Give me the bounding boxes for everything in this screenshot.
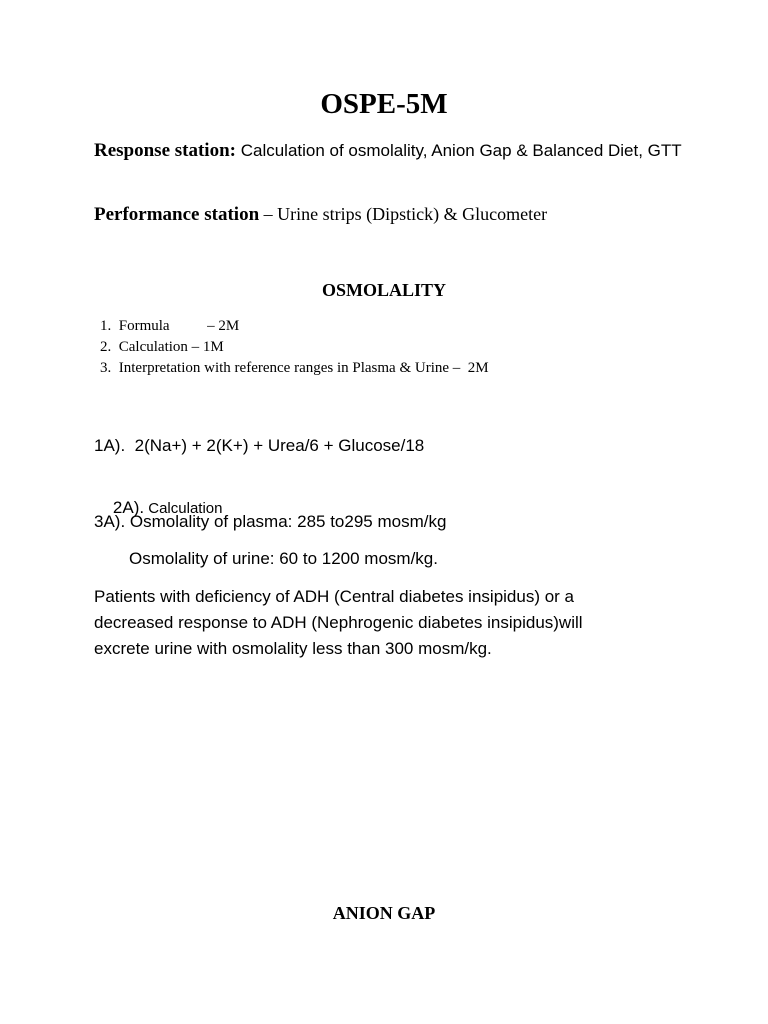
list-item: 2. Calculation – 1M: [100, 339, 224, 355]
response-station-paragraph: [94, 138, 694, 163]
answer-2a: [94, 472, 714, 545]
answer-3a-urine: Osmolality of urine: 60 to 1200 mosm/kg.: [129, 549, 438, 568]
response-station-text: Calculation of osmolality, Anion Gap & Balanced Diet, GTT: [235, 141, 682, 160]
page-title: OSPE-5M: [320, 88, 448, 120]
osmolality-heading: OSMOLALITY: [321, 280, 447, 300]
marks-list: [100, 316, 660, 379]
list-item: 1. Formula – 2M: [100, 318, 240, 334]
answer-2a-prefix: 2A).: [112, 498, 145, 517]
answer-1a: 1A). 2(Na+) + 2(K+) + Urea/6 + Glucose/18: [94, 436, 425, 455]
anion-gap-heading: ANION GAP: [332, 903, 436, 923]
performance-station-label: Performance station: [94, 204, 260, 225]
adh-paragraph: Patients with deficiency of ADH (Central diabetes insipidus) or a decreased response to ADH (Nephrogenic diabetes insipidus)will excrete urine with osmolality less than 300 mosm/kg.: [94, 587, 583, 658]
answer-2a-text: Calculation: [144, 500, 223, 517]
performance-station-text: – Urine strips (Dipstick) & Glucometer: [259, 204, 548, 224]
answer-3a-plasma: 3A). Osmolality of plasma: 285 to295 mosm/kg: [94, 512, 447, 531]
list-item: 3. Interpretation with reference ranges in Plasma & Urine – 2M: [100, 360, 489, 376]
response-station-label: Response station:: [94, 140, 236, 161]
performance-station-paragraph: [94, 202, 694, 227]
